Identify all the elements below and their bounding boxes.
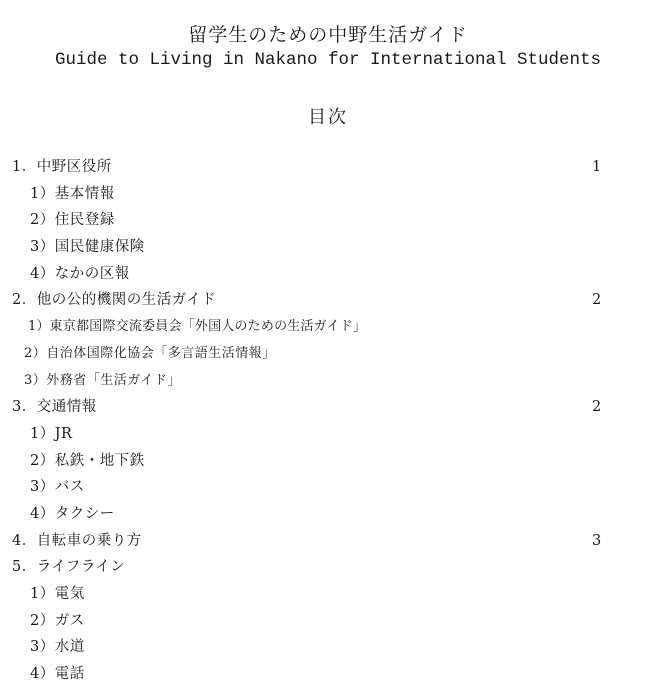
toc-page-number: 1 <box>592 159 602 175</box>
toc-subitem-label: 1）東京都国際交流委員会「外国人のための生活ガイド」 <box>28 319 367 335</box>
toc-subitem-label: 2）自治体国際化協会「多言語生活情報」 <box>24 345 276 361</box>
toc-subitem-2-3[interactable] <box>0 368 656 395</box>
toc-subitem-3-4[interactable] <box>0 501 656 528</box>
toc-subitem-5-1[interactable] <box>0 581 656 608</box>
toc-section-4[interactable] <box>0 528 656 555</box>
toc-subitem-label: 4）なかの区報 <box>30 265 130 282</box>
toc-page-number: 3 <box>592 532 602 549</box>
toc-subitem-3-3[interactable] <box>0 474 656 501</box>
toc-subitem-label: 3）国民健康保険 <box>30 239 145 256</box>
toc-subitem-label: 1）基本情報 <box>30 185 115 202</box>
toc-page-number: 2 <box>592 399 602 416</box>
toc-section-label: 3．交通情報 <box>12 399 97 416</box>
toc-subitem-label: 1）電気 <box>30 586 85 602</box>
toc-section-5[interactable] <box>0 554 656 581</box>
toc-section-1[interactable] <box>0 154 656 181</box>
toc-subitem-label: 1）JR <box>30 425 73 442</box>
toc-subitem-label: 3）バス <box>30 479 85 496</box>
toc-subitem-5-2[interactable] <box>0 608 656 635</box>
toc-section-label: 2．他の公的機関の生活ガイド <box>12 292 217 309</box>
toc-section-3[interactable] <box>0 394 656 421</box>
toc-section-label: 1．中野区役所 <box>12 159 112 175</box>
toc-subitem-label: 4）電話 <box>30 666 85 683</box>
toc-subitem-2-1[interactable] <box>0 314 656 341</box>
toc-heading: 目次 <box>308 107 348 128</box>
toc-section-label: 5．ライフライン <box>12 559 126 576</box>
toc-subitem-5-3[interactable] <box>0 634 656 661</box>
document-title-japanese: 留学生のための中野生活ガイド <box>188 24 468 46</box>
toc-subitem-3-1[interactable] <box>0 421 656 448</box>
toc-subitem-1-2[interactable] <box>0 207 656 234</box>
toc-subitem-2-2[interactable] <box>0 341 656 368</box>
table-of-contents <box>0 154 656 688</box>
toc-section-label: 4．自転車の乗り方 <box>12 532 142 549</box>
toc-subitem-label: 2）ガス <box>30 612 85 629</box>
toc-subitem-3-2[interactable] <box>0 448 656 475</box>
toc-subitem-1-4[interactable] <box>0 261 656 288</box>
toc-subitem-label: 2）私鉄・地下鉄 <box>30 452 145 469</box>
document-title-english: Guide to Living in Nakano for International Students <box>54 50 602 70</box>
toc-subitem-1-1[interactable] <box>0 181 656 208</box>
toc-subitem-label: 4）タクシー <box>30 505 115 522</box>
toc-subitem-label: 3）外務省「生活ガイド」 <box>24 372 181 388</box>
toc-section-2[interactable] <box>0 287 656 314</box>
toc-subitem-1-3[interactable] <box>0 234 656 261</box>
toc-subitem-label: 3）水道 <box>30 639 85 656</box>
toc-page-number: 2 <box>592 292 602 309</box>
toc-subitem-label: 2）住民登録 <box>30 212 115 229</box>
